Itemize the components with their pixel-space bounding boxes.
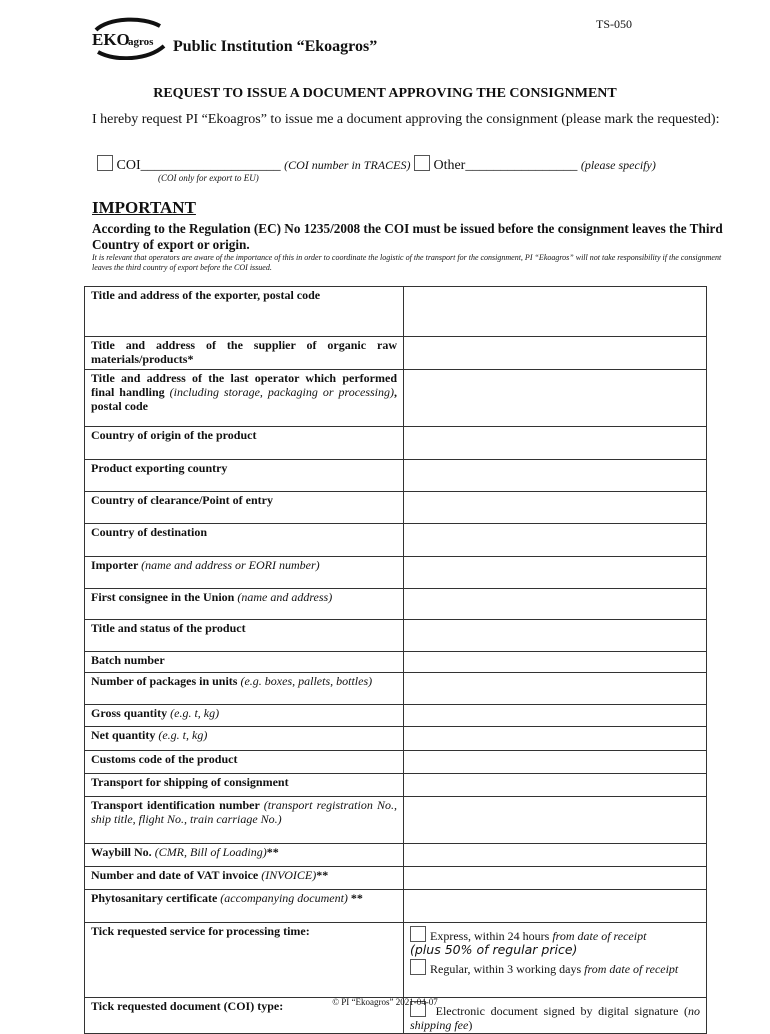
footer: © PI “Ekoagros” 2021-04-07 — [332, 997, 438, 1007]
row-label-hint: (e.g. t, kg) — [170, 706, 220, 720]
form-row — [85, 492, 707, 524]
document-type-options: Electronic document signed by digital signature (no shipping fee) — [404, 998, 707, 1034]
form-row-label — [85, 844, 404, 867]
important-heading: IMPORTANT — [92, 198, 196, 217]
electronic-text: Electronic document signed by digital signature — [435, 1004, 679, 1018]
form-row-input[interactable] — [404, 427, 707, 460]
row-label-suffix: ** — [347, 891, 363, 905]
electronic-italic: no shipping fee — [410, 1004, 701, 1032]
row-label-hint: (name and address or EORI number) — [141, 558, 320, 572]
form-row — [85, 460, 707, 492]
form-row-input[interactable] — [404, 337, 707, 370]
form-row-input[interactable] — [404, 287, 707, 337]
row-label-bold: Title and status of the product — [91, 621, 246, 635]
form-row — [85, 337, 707, 370]
express-checkbox[interactable] — [410, 926, 426, 942]
row-label-bold: Phytosanitary certificate — [91, 891, 218, 905]
form-row-label — [85, 370, 404, 427]
logo-text-sub: agros — [128, 36, 154, 48]
form-code: TS-050 — [596, 17, 632, 31]
form-row-label — [85, 337, 404, 370]
form-row — [85, 751, 707, 774]
form-row-input[interactable] — [404, 492, 707, 524]
row-label-hint: (CMR, Bill of Loading) — [154, 845, 267, 859]
row-label-suffix: , postal code — [91, 385, 398, 413]
row-label-bold: Number and date of VAT invoice — [91, 868, 259, 882]
row-label-bold: Net quantity — [91, 728, 156, 742]
ekoagros-logo — [90, 16, 168, 60]
row-label-bold: Title and address of the last operator which performed final handling — [91, 371, 397, 399]
form-row-label — [85, 652, 404, 673]
row-label-hint: (name and address) — [237, 590, 333, 604]
form-row — [85, 557, 707, 589]
consignment-form-table — [84, 286, 707, 1034]
row-label-bold: Product exporting country — [91, 461, 228, 475]
form-row-input[interactable] — [404, 673, 707, 705]
form-row — [85, 370, 707, 427]
form-row-label — [85, 524, 404, 557]
express-italic: from date of receipt — [552, 929, 647, 943]
form-row-label — [85, 751, 404, 774]
processing-time-row — [85, 923, 707, 998]
row-label-bold: Country of destination — [91, 525, 208, 539]
form-row-input[interactable] — [404, 620, 707, 652]
document-type-label: Tick requested document (COI) type: — [85, 998, 404, 1034]
form-row-input[interactable] — [404, 524, 707, 557]
row-label-hint: (e.g. t, kg) — [158, 728, 208, 742]
form-row — [85, 589, 707, 620]
row-label-bold: Country of origin of the product — [91, 428, 257, 442]
form-row-label — [85, 774, 404, 797]
row-label-bold: Waybill No. — [91, 845, 152, 859]
form-row — [85, 844, 707, 867]
row-label-bold: Country of clearance/Point of entry — [91, 493, 273, 507]
form-row-input[interactable] — [404, 589, 707, 620]
other-checkbox[interactable] — [414, 155, 430, 171]
form-row — [85, 620, 707, 652]
form-row — [85, 890, 707, 923]
form-row — [85, 774, 707, 797]
coi-label: COI____________________ — [116, 158, 281, 173]
form-row-label — [85, 557, 404, 589]
form-row — [85, 797, 707, 844]
row-label-bold: First consignee in the Union — [91, 590, 235, 604]
form-row-label — [85, 460, 404, 492]
row-label-bold: Batch number — [91, 653, 165, 667]
express-extra: (plus 50% of regular price) — [410, 942, 578, 957]
row-label-suffix: ** — [266, 845, 279, 859]
row-label-bold: Title and address of the exporter, postal code — [91, 288, 321, 302]
row-label-hint: (accompanying document) — [220, 891, 348, 905]
other-label: Other________________ — [433, 158, 578, 173]
form-row-input[interactable] — [404, 797, 707, 844]
row-label-hint: (INVOICE) — [261, 868, 317, 882]
form-row-label — [85, 589, 404, 620]
important-note: It is relevant that operators are aware of the importance of this in order to coordinate the logistic of the transport for the consignment, PI “Ekoagros” will not take responsibility if the consignment leaves the third country of export before the COI issued. — [92, 253, 722, 272]
coi-hint: (COI number in TRACES) — [284, 158, 411, 172]
form-row — [85, 705, 707, 727]
form-row-input[interactable] — [404, 460, 707, 492]
form-row — [85, 652, 707, 673]
form-row-label — [85, 705, 404, 727]
row-label-bold: Transport for shipping of consignment — [91, 775, 289, 789]
regular-italic: from date of receipt — [584, 962, 679, 976]
form-row-input[interactable] — [404, 652, 707, 673]
form-row-input[interactable] — [404, 774, 707, 797]
row-label-hint: (e.g. boxes, pallets, bottles) — [240, 674, 373, 688]
form-row-input[interactable] — [404, 705, 707, 727]
coi-checkbox[interactable] — [97, 155, 113, 171]
row-label-suffix: ** — [316, 868, 329, 882]
form-row-label — [85, 727, 404, 751]
form-row-label — [85, 492, 404, 524]
coi-note: (COI only for export to EU) — [158, 173, 259, 183]
form-row-input[interactable] — [404, 844, 707, 867]
form-row-label — [85, 867, 404, 890]
express-text: Express, within 24 hours — [430, 929, 550, 943]
form-row-input[interactable] — [404, 370, 707, 427]
regular-checkbox[interactable] — [410, 959, 426, 975]
form-row — [85, 524, 707, 557]
form-row-label — [85, 673, 404, 705]
page-title: REQUEST TO ISSUE A DOCUMENT APPROVING THE CONSIGNMENT — [153, 86, 617, 101]
row-label-bold: Title and address of the supplier of organic raw materials/products* — [91, 338, 397, 366]
row-label-bold: Gross quantity — [91, 706, 168, 720]
important-text: According to the Regulation (EC) No 1235/2008 the COI must be issued before the consignment leaves the Third Country of export or origin. — [92, 221, 723, 252]
row-label-hint: (transport registration No., ship title, flight No., train carriage No.) — [91, 798, 397, 826]
form-row — [85, 673, 707, 705]
form-row-label — [85, 797, 404, 844]
form-row-input[interactable] — [404, 890, 707, 923]
logo-text-main: EKO — [92, 30, 130, 49]
form-row — [85, 727, 707, 751]
form-row-label — [85, 890, 404, 923]
form-row — [85, 427, 707, 460]
form-row-input[interactable] — [404, 727, 707, 751]
processing-time-label: Tick requested service for processing time: — [85, 923, 404, 998]
institution-name: Public Institution “Ekoagros” — [173, 38, 378, 55]
intro-text: I hereby request PI “Ekoagros” to issue me a document approving the consignment (please mark the requested): — [92, 112, 720, 127]
regular-text: Regular, within 3 working days — [430, 962, 582, 976]
form-row-input[interactable] — [404, 867, 707, 890]
row-label-bold: Number of packages in units — [91, 674, 238, 688]
form-row-label — [85, 620, 404, 652]
row-label-bold: Importer — [91, 558, 139, 572]
other-hint: (please specify) — [580, 158, 656, 172]
form-row-label — [85, 287, 404, 337]
row-label-bold: Customs code of the product — [91, 752, 238, 766]
form-row — [85, 287, 707, 337]
form-row-input[interactable] — [404, 557, 707, 589]
row-label-bold: Transport identification number — [91, 798, 260, 812]
row-label-hint: (including storage, packaging or processing) — [169, 385, 395, 399]
form-row-label — [85, 427, 404, 460]
form-row — [85, 867, 707, 890]
document-options — [97, 155, 656, 174]
form-row-input[interactable] — [404, 751, 707, 774]
processing-time-options — [404, 923, 707, 998]
